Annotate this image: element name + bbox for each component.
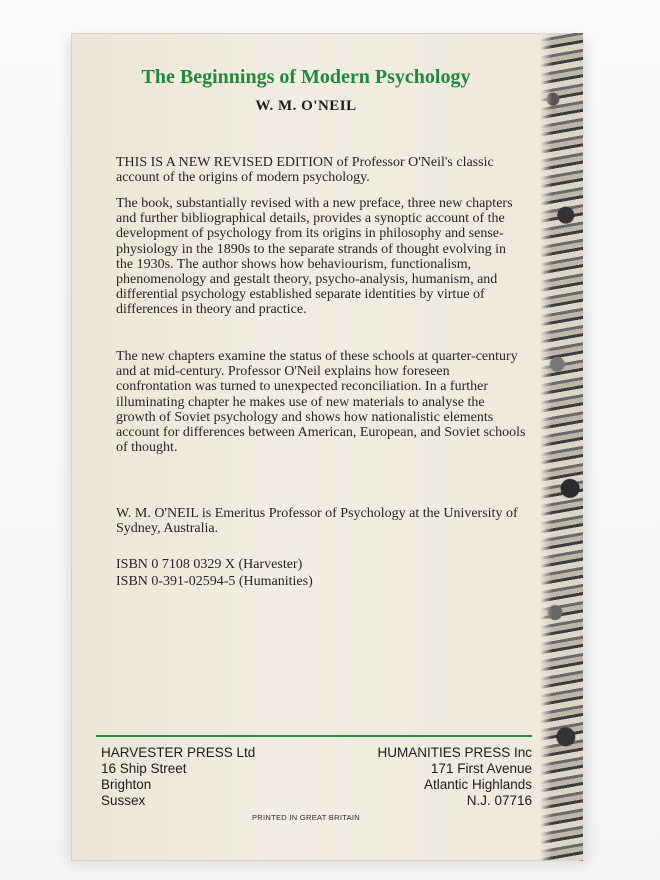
publisher-harvester — [101, 745, 255, 809]
publisher-address-line: N.J. 07716 — [466, 793, 532, 808]
publisher-address-line: Atlantic Highlands — [423, 777, 532, 792]
book-title: The Beginnings of Modern Psychology — [141, 66, 471, 88]
publisher-humanities — [377, 745, 532, 809]
printed-in-notice: PRINTED IN GREAT BRITAIN — [251, 813, 361, 822]
book-author: W. M. O'NEIL — [255, 98, 357, 114]
publisher-address-line: 16 Ship Street — [101, 761, 187, 776]
isbn-humanities: ISBN 0-391-02594-5 (Humanities) — [116, 574, 313, 589]
publisher-name: HARVESTER PRESS Ltd — [101, 745, 256, 760]
blurb-paragraph-1: THIS IS A NEW REVISED EDITION of Professor O'Neil's classic account of the origins of modern psychology. — [116, 155, 494, 186]
isbn-block — [116, 556, 313, 590]
spine-fade — [540, 33, 552, 861]
blurb-paragraph-3: The new chapters examine the status of these schools at quarter-century and at mid-century. Professor O'Neil explains how foreseen confrontation was turned to unexpected reconciliation. In a further illuminating chapter he makes use of new materials to analyse the growth of Soviet psychology and shows how nationalistic elements account for differences between American, European, and Soviet schools of thought. — [116, 349, 526, 456]
isbn-harvester: ISBN 0 7108 0329 X (Harvester) — [116, 557, 303, 572]
green-divider — [96, 735, 532, 737]
publisher-address-line: Sussex — [101, 793, 146, 808]
publisher-name: HUMANITIES PRESS Inc — [377, 745, 532, 760]
author-bio: W. M. O'NEIL is Emeritus Professor of Psychology at the University of Sydney, Australia. — [116, 506, 518, 537]
publisher-address-line: 171 First Avenue — [430, 761, 532, 776]
blurb-paragraph-2: The book, substantially revised with a new preface, three new chapters and further bibliographical details, provides a synoptic account of the development of psychology from its origins in philosophy and sense-physiology in the 1890s to the separate strands of thought evolving in the 1930s. The author shows how behaviourism, functionalism, phenomenology and gestalt theory, psycho-analysis, humanism, and differential psychology established separate identities by virtue of differences in theory and practice. — [116, 196, 513, 318]
publisher-address-line: Brighton — [101, 777, 152, 792]
